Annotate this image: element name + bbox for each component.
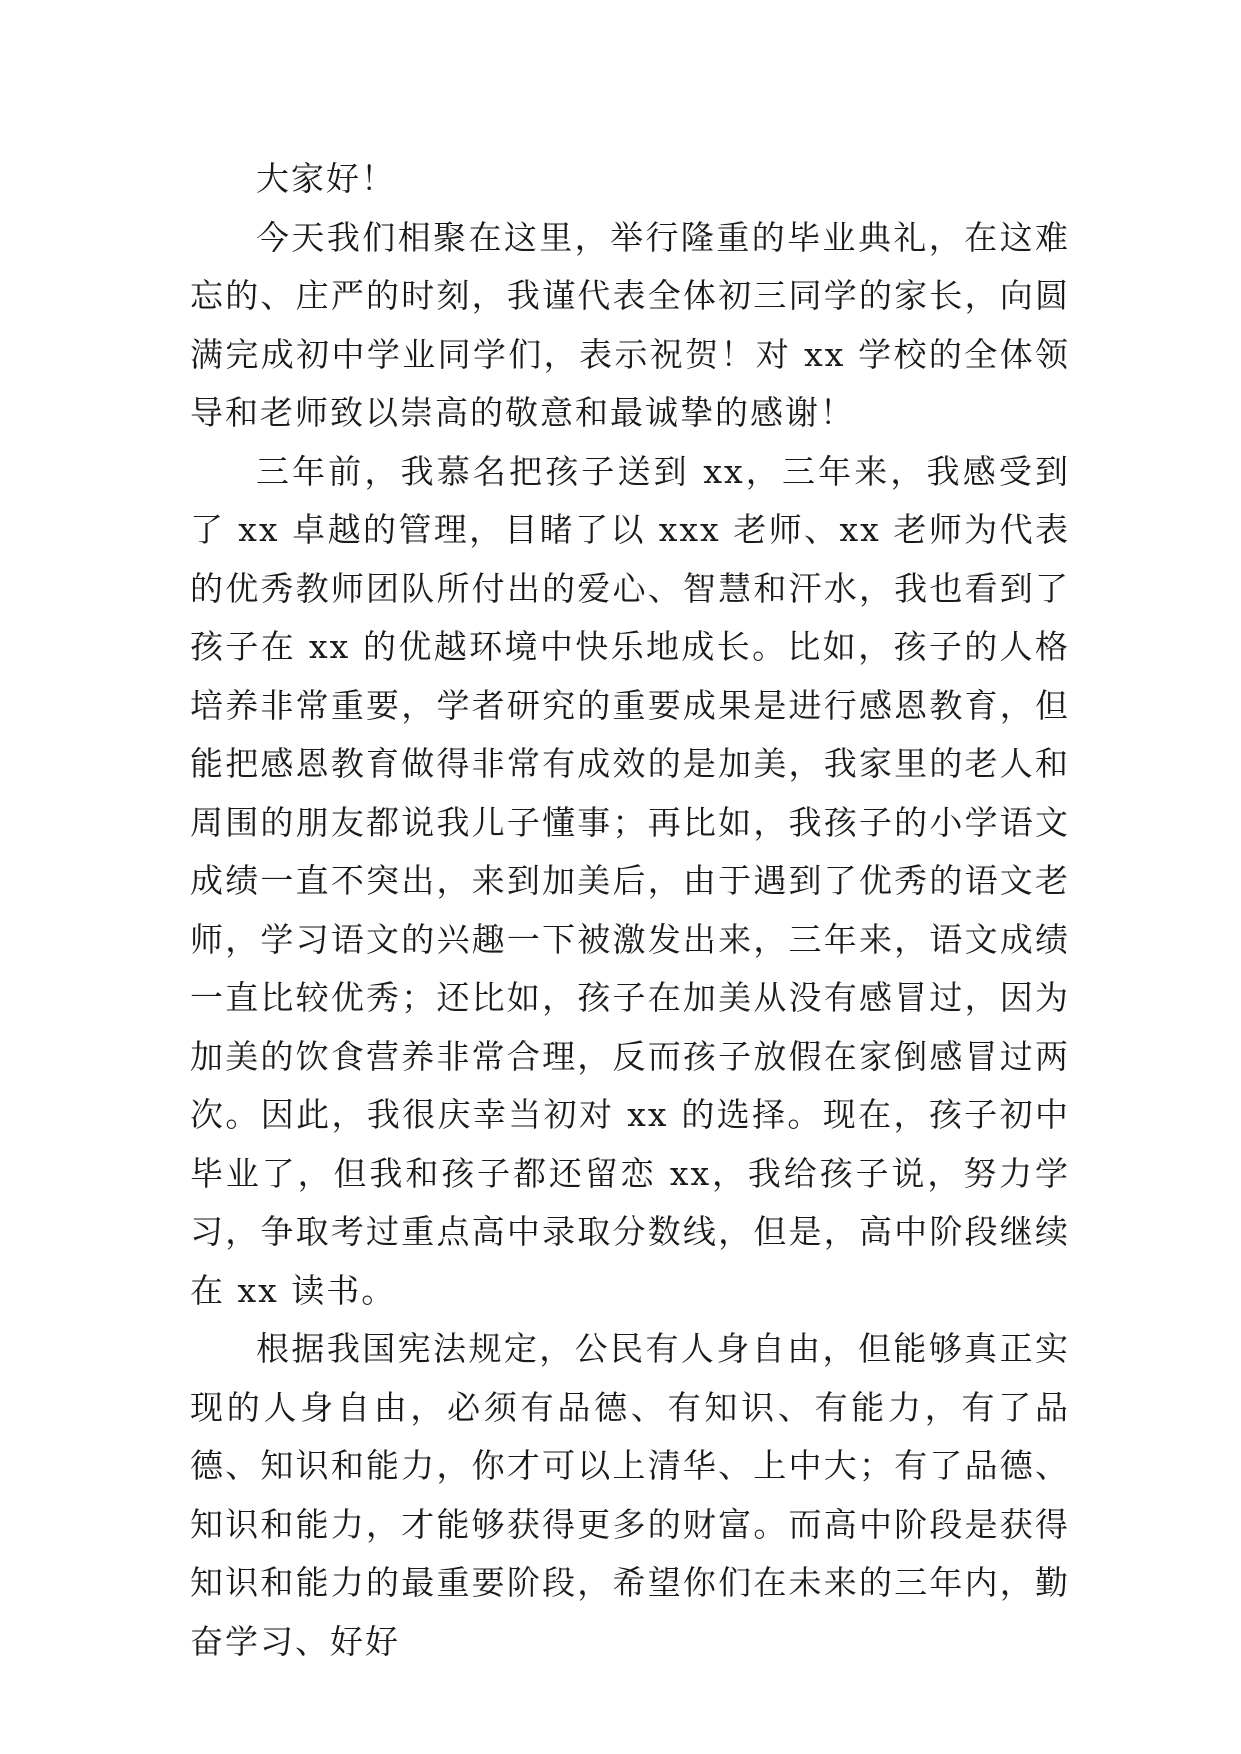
opening-paragraph: 今天我们相聚在这里，举行隆重的毕业典礼，在这难忘的、庄严的时刻，我谨代表全体初三同学的家长，向圆满完成初中学业同学们，表示祝贺！对 xx 学校的全体领导和老师致以崇高的敬意和最诚挚的感谢！ — [190, 217, 1070, 432]
greeting-paragraph: 大家好！ — [256, 159, 396, 198]
advice-paragraph: 根据我国宪法规定，公民有人身自由，但能够真正实现的人身自由，必须有品德、有知识、有能力，有了品德、知识和能力，你才可以上清华、上中大；有了品德、知识和能力，才能够获得更多的财富。而高中阶段是获得知识和能力的最重要阶段，希望你们在未来的三年内，勤奋学习、好好 — [190, 1329, 1070, 1661]
experience-paragraph: 三年前，我慕名把孩子送到 xx，三年来，我感受到了 xx 卓越的管理，目睹了以 xxx 老师、xx 老师为代表的优秀教师团队所付出的爱心、智慧和汗水，我也看到了孩子在 xx 的优越环境中快乐地成长。比如，孩子的人格培养非常重要，学者研究的重要成果是进行感恩教育，但能把感恩教育做得非常有成效的是加美，我家里的老人和周围的朋友都说我儿子懂事；再比如，我孩子的小学语文成绩一直不突出，来到加美后，由于遇到了优秀的语文老师，学习语文的兴趣一下被激发出来，三年来，语文成绩一直比较优秀；还比如，孩子在加美从没有感冒过，因为加美的饮食营养非常合理，反而孩子放假在家倒感冒过两次。因此，我很庆幸当初对 xx 的选择。现在，孩子初中毕业了，但我和孩子都还留恋 xx，我给孩子说，努力学习，争取考过重点高中录取分数线，但是，高中阶段继续在 xx 读书。 — [190, 451, 1070, 1310]
document-page — [190, 150, 1070, 1671]
